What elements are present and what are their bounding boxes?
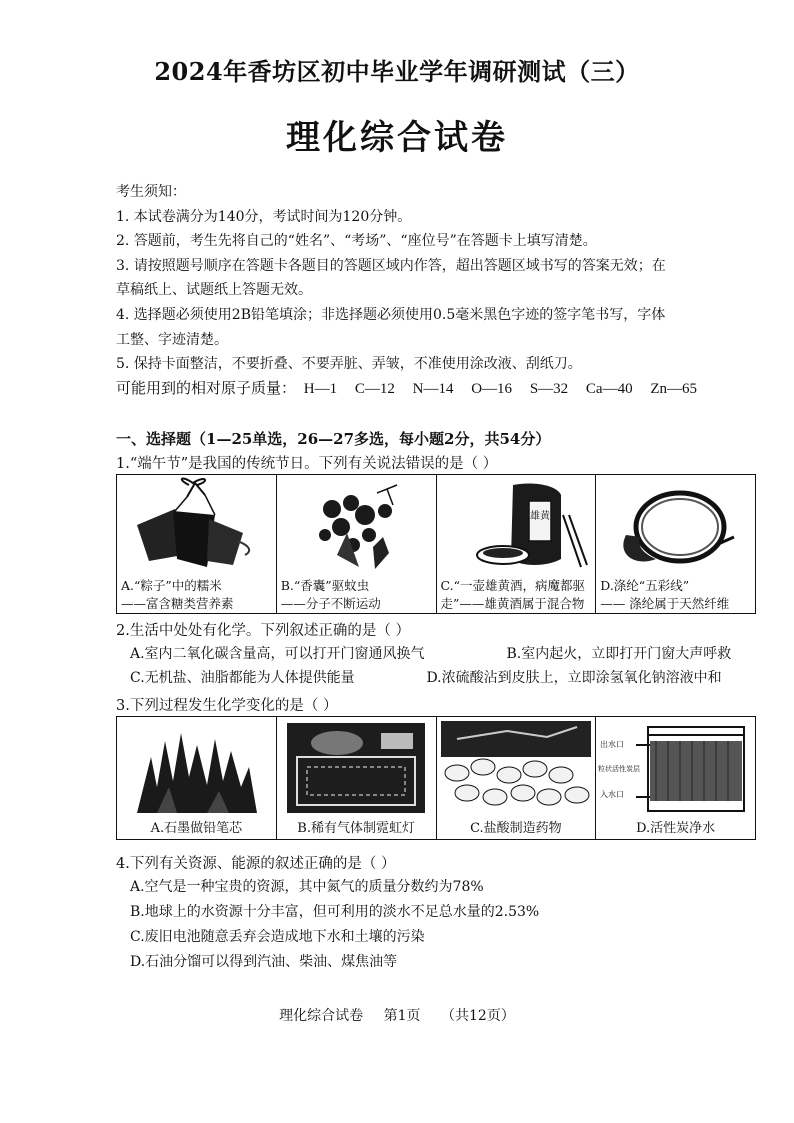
q1-option-b[interactable]: [276, 475, 436, 614]
realgar-wine-image: [437, 475, 596, 577]
q1-option-c[interactable]: [436, 475, 596, 614]
option-caption: C.盐酸制造药物: [470, 821, 562, 836]
option-caption: 走”——雄黄酒属于混合物: [440, 596, 585, 611]
q2-option-c[interactable]: C.无机盐、油脂都能为人体提供能量: [130, 670, 355, 686]
notice-item: 2. 答题前，考生先将自己的“姓名”、“考场”、“座位号”在答题卡上填写清楚。: [116, 233, 597, 250]
q3-option-a[interactable]: [117, 717, 277, 840]
q4-option-b[interactable]: B.地球上的水资源十分丰富，但可利用的淡水不足总水量的2.53%: [130, 904, 540, 920]
q4-option-a[interactable]: A.空气是一种宝贵的资源，其中氮气的质量分数约为78%: [130, 879, 484, 895]
question-2-stem: 2.生活中处处有化学。下列叙述正确的是（ ）: [116, 623, 410, 639]
footer-total-pages: （共12页）: [441, 1008, 515, 1024]
notice-item: 草稿纸上、试题纸上答题无效。: [116, 282, 312, 299]
atomic-mass: H—1: [303, 380, 338, 397]
sachet-image: [277, 475, 436, 577]
option-caption: ——分子不断运动: [280, 596, 381, 611]
question-3-options: [116, 716, 756, 840]
inlet-label: 入水口: [600, 790, 625, 799]
option-caption: C.“一壶雄黄酒，病魔都驱: [440, 578, 585, 593]
option-caption: A.“粽子”中的糯米: [121, 578, 222, 593]
q2-option-b[interactable]: B.室内起火，立即打开门窗大声呼救: [506, 646, 732, 662]
atomic-mass: O—16: [471, 380, 513, 397]
option-caption: B.稀有气体制霓虹灯: [297, 821, 415, 836]
question-1-stem: 1.“端午节”是我国的传统节日。下列有关说法错误的是（ ）: [116, 456, 498, 472]
exam-subtitle: 理化综合试卷: [286, 118, 508, 158]
q1-option-a[interactable]: [117, 475, 277, 614]
colorful-thread-image: [596, 475, 755, 577]
option-caption: D.涤纶“五彩线”: [600, 578, 690, 593]
q3-option-c[interactable]: [436, 717, 596, 840]
option-caption: ——富含糖类营养素: [121, 596, 234, 611]
exam-title: 2024年香坊区初中毕业学年调研测试（三）: [154, 57, 640, 86]
notice-item: 1. 本试卷满分为140分，考试时间为120分钟。: [116, 208, 412, 225]
q1-option-d[interactable]: [596, 475, 756, 614]
atomic-mass: Ca—40: [585, 380, 633, 397]
footer-exam-name: 理化综合试卷: [279, 1008, 364, 1024]
question-2-options: [130, 642, 756, 690]
atomic-mass: N—14: [412, 380, 454, 397]
footer-page-number: 第1页: [383, 1008, 421, 1024]
question-4-stem: 4.下列有关资源、能源的叙述正确的是（ ）: [116, 856, 396, 872]
option-caption: —— 涤纶属于天然纤维: [600, 596, 730, 611]
notice-item: 5. 保持卡面整洁，不要折叠、不要弄脏、弄皱，不准使用涂改液、刮纸刀。: [116, 356, 582, 373]
option-caption: D.活性炭净水: [636, 821, 716, 836]
medicine-image: [437, 717, 596, 819]
notice-heading: 考生须知：: [116, 184, 186, 200]
carbon-filter-image: [596, 717, 755, 819]
question-1-options: [116, 474, 756, 614]
neon-light-image: [277, 717, 436, 819]
wine-label-text: 雄黄: [529, 511, 550, 522]
graphite-image: [117, 717, 276, 819]
option-caption: B.“香囊”驱蚊虫: [280, 578, 370, 593]
atomic-mass: Zn—65: [650, 380, 697, 397]
page-footer: [0, 1005, 794, 1025]
q4-option-c[interactable]: C.废旧电池随意丢弃会造成地下水和土壤的污染: [130, 929, 425, 945]
q2-option-a[interactable]: A.室内二氧化碳含量高，可以打开门窗通风换气: [130, 646, 425, 662]
section-heading: 一、选择题（1—25单选，26—27多选，每小题2分，共54分）: [116, 430, 551, 448]
q3-option-b[interactable]: [276, 717, 436, 840]
atomic-mass: S—32: [529, 380, 569, 397]
option-caption: A.石墨做铅笔芯: [150, 821, 243, 836]
q4-option-d[interactable]: D.石油分馏可以得到汽油、柴油、煤焦油等: [130, 954, 398, 970]
zongzi-image: [117, 475, 276, 577]
question-4-options: [130, 875, 539, 975]
q2-option-d[interactable]: D.浓硫酸沾到皮肤上，立即涂氢氧化钠溶液中和: [426, 670, 722, 686]
atomic-mass: C—12: [354, 380, 395, 397]
outlet-label: 出水口: [600, 740, 625, 749]
notice-item: 4. 选择题必须使用2B铅笔填涂；非选择题必须使用0.5毫米黑色字迹的签字笔书写，字体: [116, 306, 666, 323]
notice-item: 3. 请按照题号顺序在答题卡各题目的答题区域内作答，超出答题区域书写的答案无效；在: [116, 257, 666, 274]
notice-item: 工整、字迹清楚。: [116, 331, 228, 348]
q3-option-d[interactable]: [596, 717, 756, 840]
atomic-masses-label: 可能用到的相对原子质量：: [116, 380, 297, 397]
carbon-layer-label: 粒状活性炭层: [598, 765, 641, 773]
candidate-notice: [116, 180, 756, 401]
question-3-stem: 3.下列过程发生化学变化的是（ ）: [116, 698, 338, 714]
atomic-masses: [116, 377, 756, 402]
